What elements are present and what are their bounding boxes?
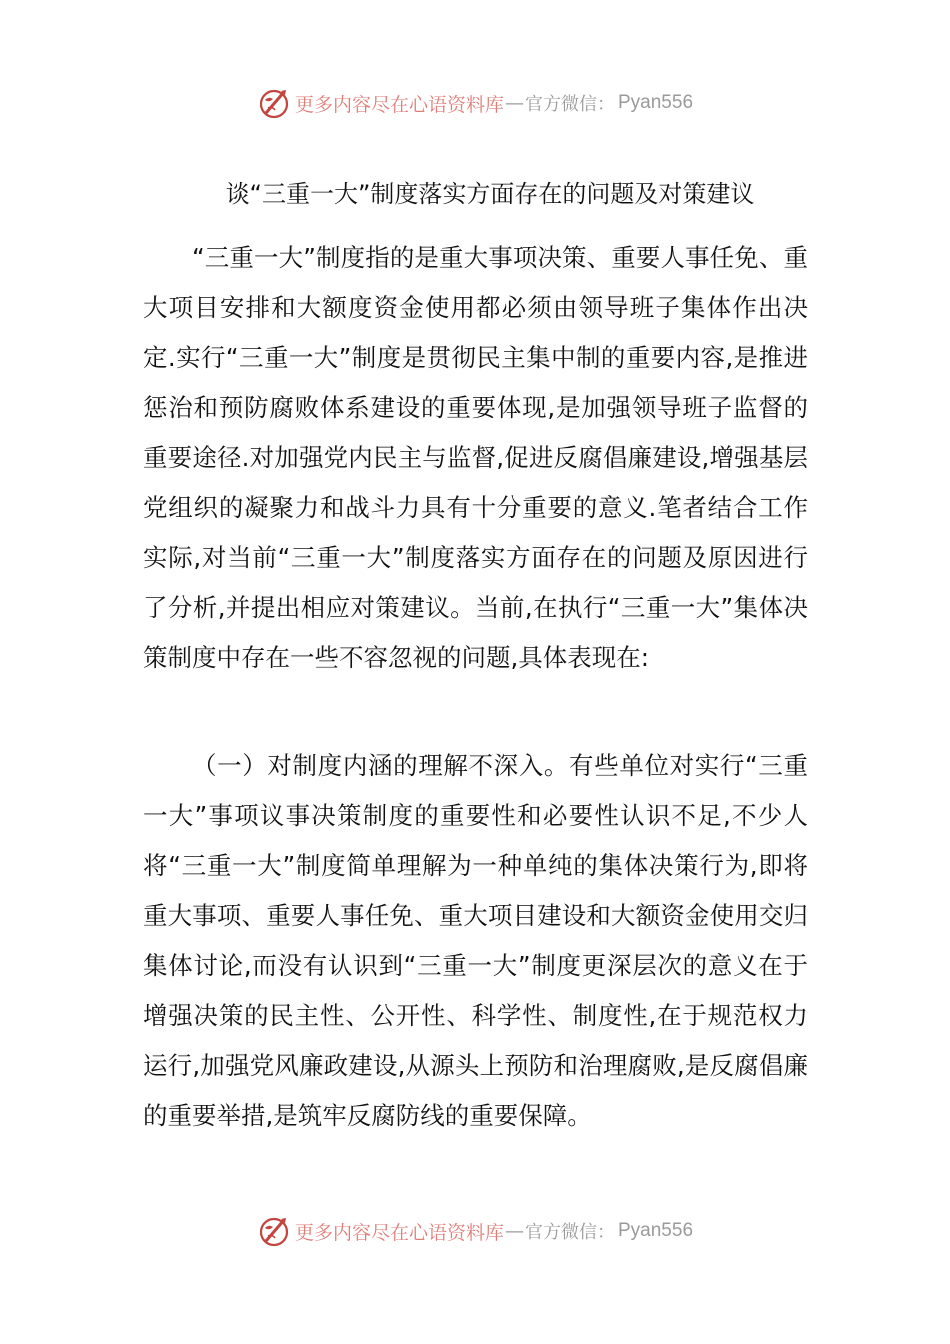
banner-separator: — — [505, 92, 524, 114]
footer-watermark-banner — [0, 1211, 950, 1251]
banner-wechat-id: Pyan556 — [618, 92, 694, 113]
pen-seal-icon — [257, 86, 291, 120]
banner-separator: — — [505, 1220, 524, 1242]
banner-wechat-label: 官方微信： — [525, 1222, 615, 1243]
banner-slogan: 更多内容尽在心语资料库 — [294, 93, 504, 116]
body-paragraph-intro: “三重一大”制度指的是重大事项决策、重要人事任免、重大项目安排和大额度资金使用都必须由领导班子集体作出决定.实行“三重一大”制度是贯彻民主集中制的重要内容,是推进惩治和预防腐败体系建设的重要体现,是加强领导班子监督的重要途径.对加强党内民主与监督,促进反腐倡廉建设,增强基层党组织的凝聚力和战斗力具有十分重要的意义.笔者结合工作实际,对当前“三重一大”制度落实方面存在的问题及原因进行了分析,并提出相应对策建议。当前,在执行“三重一大”集体决策制度中存在一些不容忽视的问题,具体表现在: — [143, 243, 808, 672]
pen-seal-icon — [257, 1214, 291, 1248]
header-watermark-banner — [0, 83, 950, 123]
document-title: 谈“三重一大”制度落实方面存在的问题及对策建议 — [225, 180, 755, 208]
banner-wechat-label: 官方微信： — [525, 94, 615, 115]
banner-wechat-id: Pyan556 — [618, 1220, 694, 1241]
body-paragraph-issue-1: （一）对制度内涵的理解不深入。有些单位对实行“三重一大”事项议事决策制度的重要性和必要性认识不足,不少人将“三重一大”制度简单理解为一种单纯的集体决策行为,即将重大事项、重要人事任免、重大项目建设和大额资金使用交归集体讨论,而没有认识到“三重一大”制度更深层次的意义在于增强决策的民主性、公开性、科学性、制度性,在于规范权力运行,加强党风廉政建设,从源头上预防和治理腐败,是反腐倡廉的重要举措,是筑牢反腐防线的重要保障。 — [143, 751, 808, 1130]
banner-slogan: 更多内容尽在心语资料库 — [294, 1221, 504, 1244]
